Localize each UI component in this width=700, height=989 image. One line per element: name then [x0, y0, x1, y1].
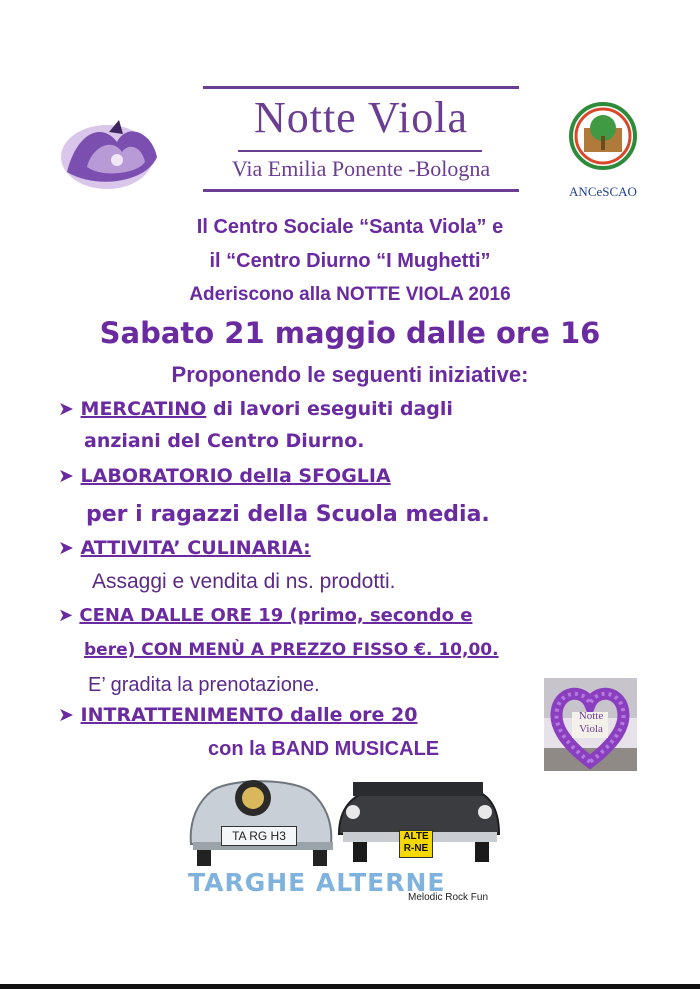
bullet-arrow-icon: ➤	[58, 605, 74, 626]
heart-photo	[544, 678, 637, 771]
band-cars-image	[183, 772, 503, 870]
ancescao-label: ANCeSCAO	[569, 184, 637, 199]
laboratorio-line-2: per i ragazzi della Scuola media.	[86, 502, 490, 527]
plate-left	[221, 826, 297, 846]
culinaria-title: ATTIVITA’ CULINARIA:	[80, 537, 311, 559]
ancescao-emblem-icon	[558, 98, 648, 178]
intro-line-2: il “Centro Diurno “I Mughetti”	[209, 250, 491, 272]
intro-line-1: Il Centro Sociale “Santa Viola” e	[196, 216, 504, 238]
list-item-intrattenimento	[58, 704, 417, 726]
culinaria-line-2: Assaggi e vendita di ns. prodotti.	[92, 570, 396, 593]
bullet-arrow-icon: ➤	[58, 398, 74, 420]
list-item-laboratorio	[58, 465, 391, 487]
plate-right-top: ALTE	[403, 831, 429, 842]
page-title: Notte Viola	[253, 93, 469, 142]
event-date: Sabato 21 maggio dalle ore 16	[99, 316, 601, 350]
list-item-culinaria	[58, 537, 311, 559]
list-item-mercatino	[58, 398, 453, 420]
proposal-heading: Proponendo le seguenti iniziative:	[171, 362, 529, 387]
intrattenimento-line-2: con la BAND MUSICALE	[208, 738, 440, 760]
laboratorio-title: LABORATORIO della SFOGLIA	[80, 465, 391, 487]
mercatino-line-2: anziani del Centro Diurno.	[84, 430, 365, 452]
bullet-arrow-icon: ➤	[58, 704, 74, 726]
page-subtitle: Via Emilia Ponente -Bologna	[231, 156, 491, 181]
cena-line-2: bere) CON MENÙ A PREZZO FISSO €. 10,00.	[84, 640, 499, 660]
cena-title: CENA DALLE ORE 19 (primo, secondo e	[79, 605, 473, 626]
intro-line-3: Aderiscono alla NOTTE VIOLA 2016	[189, 284, 511, 305]
band-name: TARGHE ALTERNE	[188, 868, 446, 897]
cena-line-3: E’ gradita la prenotazione.	[88, 674, 320, 696]
heart-photo-text: Notte Viola	[578, 710, 604, 735]
mercatino-text: di lavori eseguiti dagli	[206, 398, 453, 420]
title-underline	[238, 150, 482, 152]
bullet-arrow-icon: ➤	[58, 537, 74, 559]
mercatino-title: MERCATINO	[80, 398, 207, 420]
intrattenimento-title: INTRATTENIMENTO dalle ore 20	[80, 704, 418, 726]
bottom-edge	[0, 984, 700, 989]
decorative-flower-image	[57, 112, 165, 194]
ancescao-logo	[558, 98, 648, 202]
plate-left-text: TA RG H3	[232, 829, 286, 843]
bullet-arrow-icon: ➤	[58, 465, 74, 487]
list-item-cena	[58, 605, 472, 626]
plate-right-bottom: R-NE	[403, 843, 429, 854]
plate-right	[399, 830, 433, 858]
band-tagline: Melodic Rock Fun	[408, 892, 489, 903]
